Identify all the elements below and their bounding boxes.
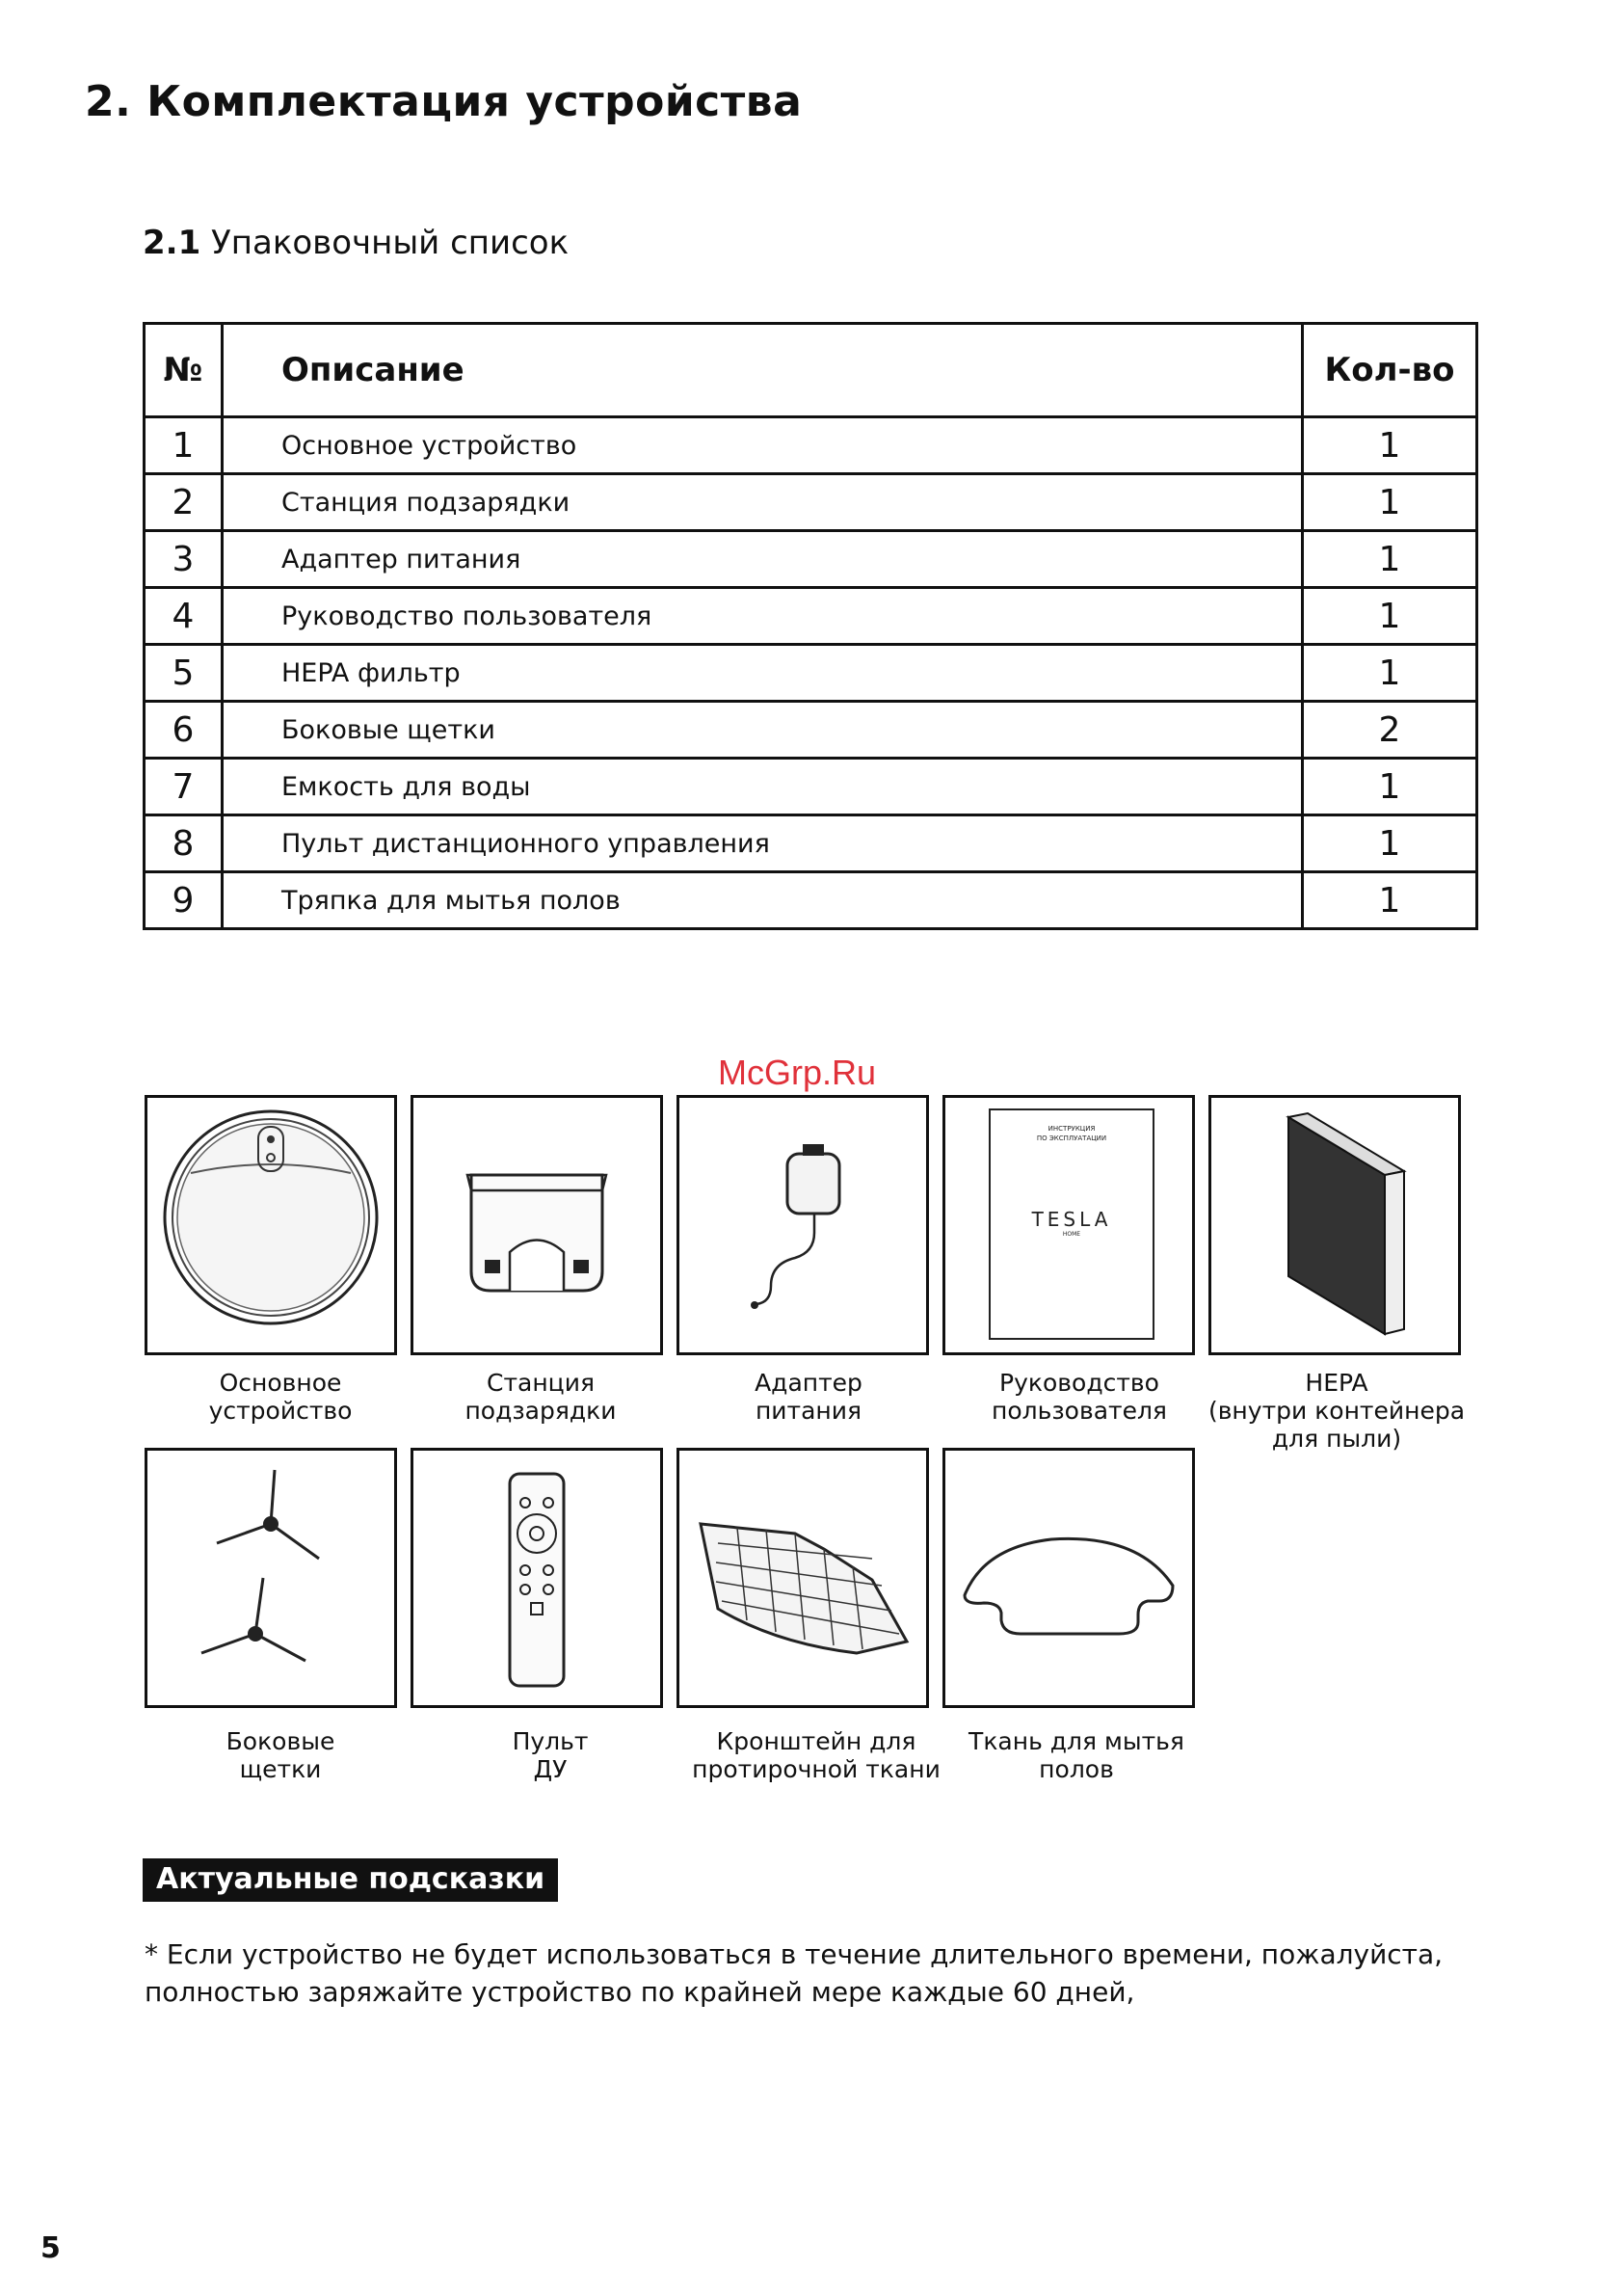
row-description: Пульт дистанционного управления [223,815,1303,872]
charging-station-icon [413,1098,660,1352]
mop-cloth-image [942,1448,1195,1708]
caption-line: для пыли) [1271,1425,1402,1453]
caption-line: Руководство [999,1369,1159,1397]
mop-bracket-icon [679,1451,926,1705]
table-row [145,474,1477,531]
row-description: Станция подзарядки [223,474,1303,531]
row-quantity: 1 [1303,588,1477,645]
manual-brand-sub: HOME [1062,1231,1081,1238]
caption-adapter [669,1369,948,1425]
row-description: Адаптер питания [223,531,1303,588]
caption-line: Кронштейн для [716,1727,916,1755]
table-row [145,531,1477,588]
caption-manual [940,1369,1219,1425]
row-description: Тряпка для мытья полов [223,872,1303,929]
caption-line: Пульт [512,1727,589,1755]
row-quantity: 1 [1303,531,1477,588]
mop-cloth-icon [945,1451,1192,1705]
row-description: Боковые щетки [223,702,1303,759]
row-number: 2 [145,474,223,531]
row-description: HEPA фильтр [223,645,1303,702]
tips-title: Актуальные подсказки [143,1858,558,1902]
caption-station [401,1369,680,1425]
side-brushes-icon [147,1451,394,1705]
row-description: Основное устройство [223,417,1303,474]
table-row [145,815,1477,872]
caption-line: (внутри контейнера [1207,1397,1466,1425]
manual-cover-title: ИНСТРУКЦИЯ [1048,1125,1096,1133]
row-number: 1 [145,417,223,474]
row-quantity: 1 [1303,645,1477,702]
caption-line: полов [1039,1755,1114,1783]
hepa-filter-image [1208,1095,1461,1355]
header-description: Описание [223,324,1303,417]
row-number: 5 [145,645,223,702]
row-quantity: 1 [1303,474,1477,531]
caption-main-unit [141,1369,420,1425]
row-quantity: 1 [1303,815,1477,872]
caption-line: Основное [219,1369,342,1397]
power-adapter-image [676,1095,929,1355]
caption-cloth [937,1727,1216,1783]
row-number: 6 [145,702,223,759]
watermark: McGrp.Ru [718,1053,877,1092]
row-number: 3 [145,531,223,588]
caption-line: протирочной ткани [692,1755,941,1783]
remote-control-icon [413,1451,660,1705]
caption-line: устройство [208,1397,353,1425]
subsection-number: 2.1 [143,224,201,262]
subsection-heading [143,224,569,262]
row-description: Руководство пользователя [223,588,1303,645]
caption-bracket [676,1727,956,1783]
row-quantity: 1 [1303,417,1477,474]
power-adapter-icon [679,1098,926,1352]
robot-vacuum-icon [147,1098,394,1352]
caption-line: щетки [239,1755,322,1783]
table-row [145,588,1477,645]
caption-line: Боковые [225,1727,335,1755]
row-number: 4 [145,588,223,645]
row-number: 9 [145,872,223,929]
table-row [145,417,1477,474]
caption-line: подзарядки [464,1397,617,1425]
tips-text [145,1936,1474,2011]
main-unit-image [145,1095,397,1355]
caption-hepa [1197,1369,1476,1453]
section-heading: 2. Комплектация устройства [85,77,803,126]
header-number: № [145,324,223,417]
side-brushes-image [145,1448,397,1708]
manual-booklet-icon [945,1098,1192,1352]
header-quantity: Кол-во [1303,324,1477,417]
table-header-row [145,324,1477,417]
hepa-filter-icon [1211,1098,1458,1352]
manual-image [942,1095,1195,1355]
mop-bracket-image [676,1448,929,1708]
tips-line: полностью заряжайте устройство по крайней мере каждые 60 дней, [145,1976,1135,2008]
caption-brushes [141,1727,420,1783]
caption-line: ДУ [533,1755,568,1783]
charging-station-image [411,1095,663,1355]
caption-remote [411,1727,690,1783]
remote-image [411,1448,663,1708]
table-row [145,645,1477,702]
tips-line: * Если устройство не будет использоваться в течение длительного времени, пожалуйста, [145,1938,1444,1970]
caption-line: Станция [487,1369,595,1397]
row-number: 7 [145,759,223,815]
caption-line: пользователя [992,1397,1167,1425]
manual-brand: TESLA [1031,1208,1112,1231]
row-quantity: 2 [1303,702,1477,759]
row-quantity: 1 [1303,759,1477,815]
caption-line: Адаптер [755,1369,862,1397]
manual-cover-subtitle: ПО ЭКСПЛУАТАЦИИ [1036,1135,1107,1142]
caption-line: HEPA [1305,1369,1368,1397]
table-row [145,702,1477,759]
caption-line: Ткань для мытья [968,1727,1184,1755]
row-number: 8 [145,815,223,872]
table-row [145,759,1477,815]
table-row [145,872,1477,929]
packing-list-table [143,322,1478,930]
page-number: 5 [40,2231,61,2265]
row-quantity: 1 [1303,872,1477,929]
row-description: Емкость для воды [223,759,1303,815]
caption-line: питания [755,1397,862,1425]
subsection-title: Упаковочный список [211,224,570,262]
